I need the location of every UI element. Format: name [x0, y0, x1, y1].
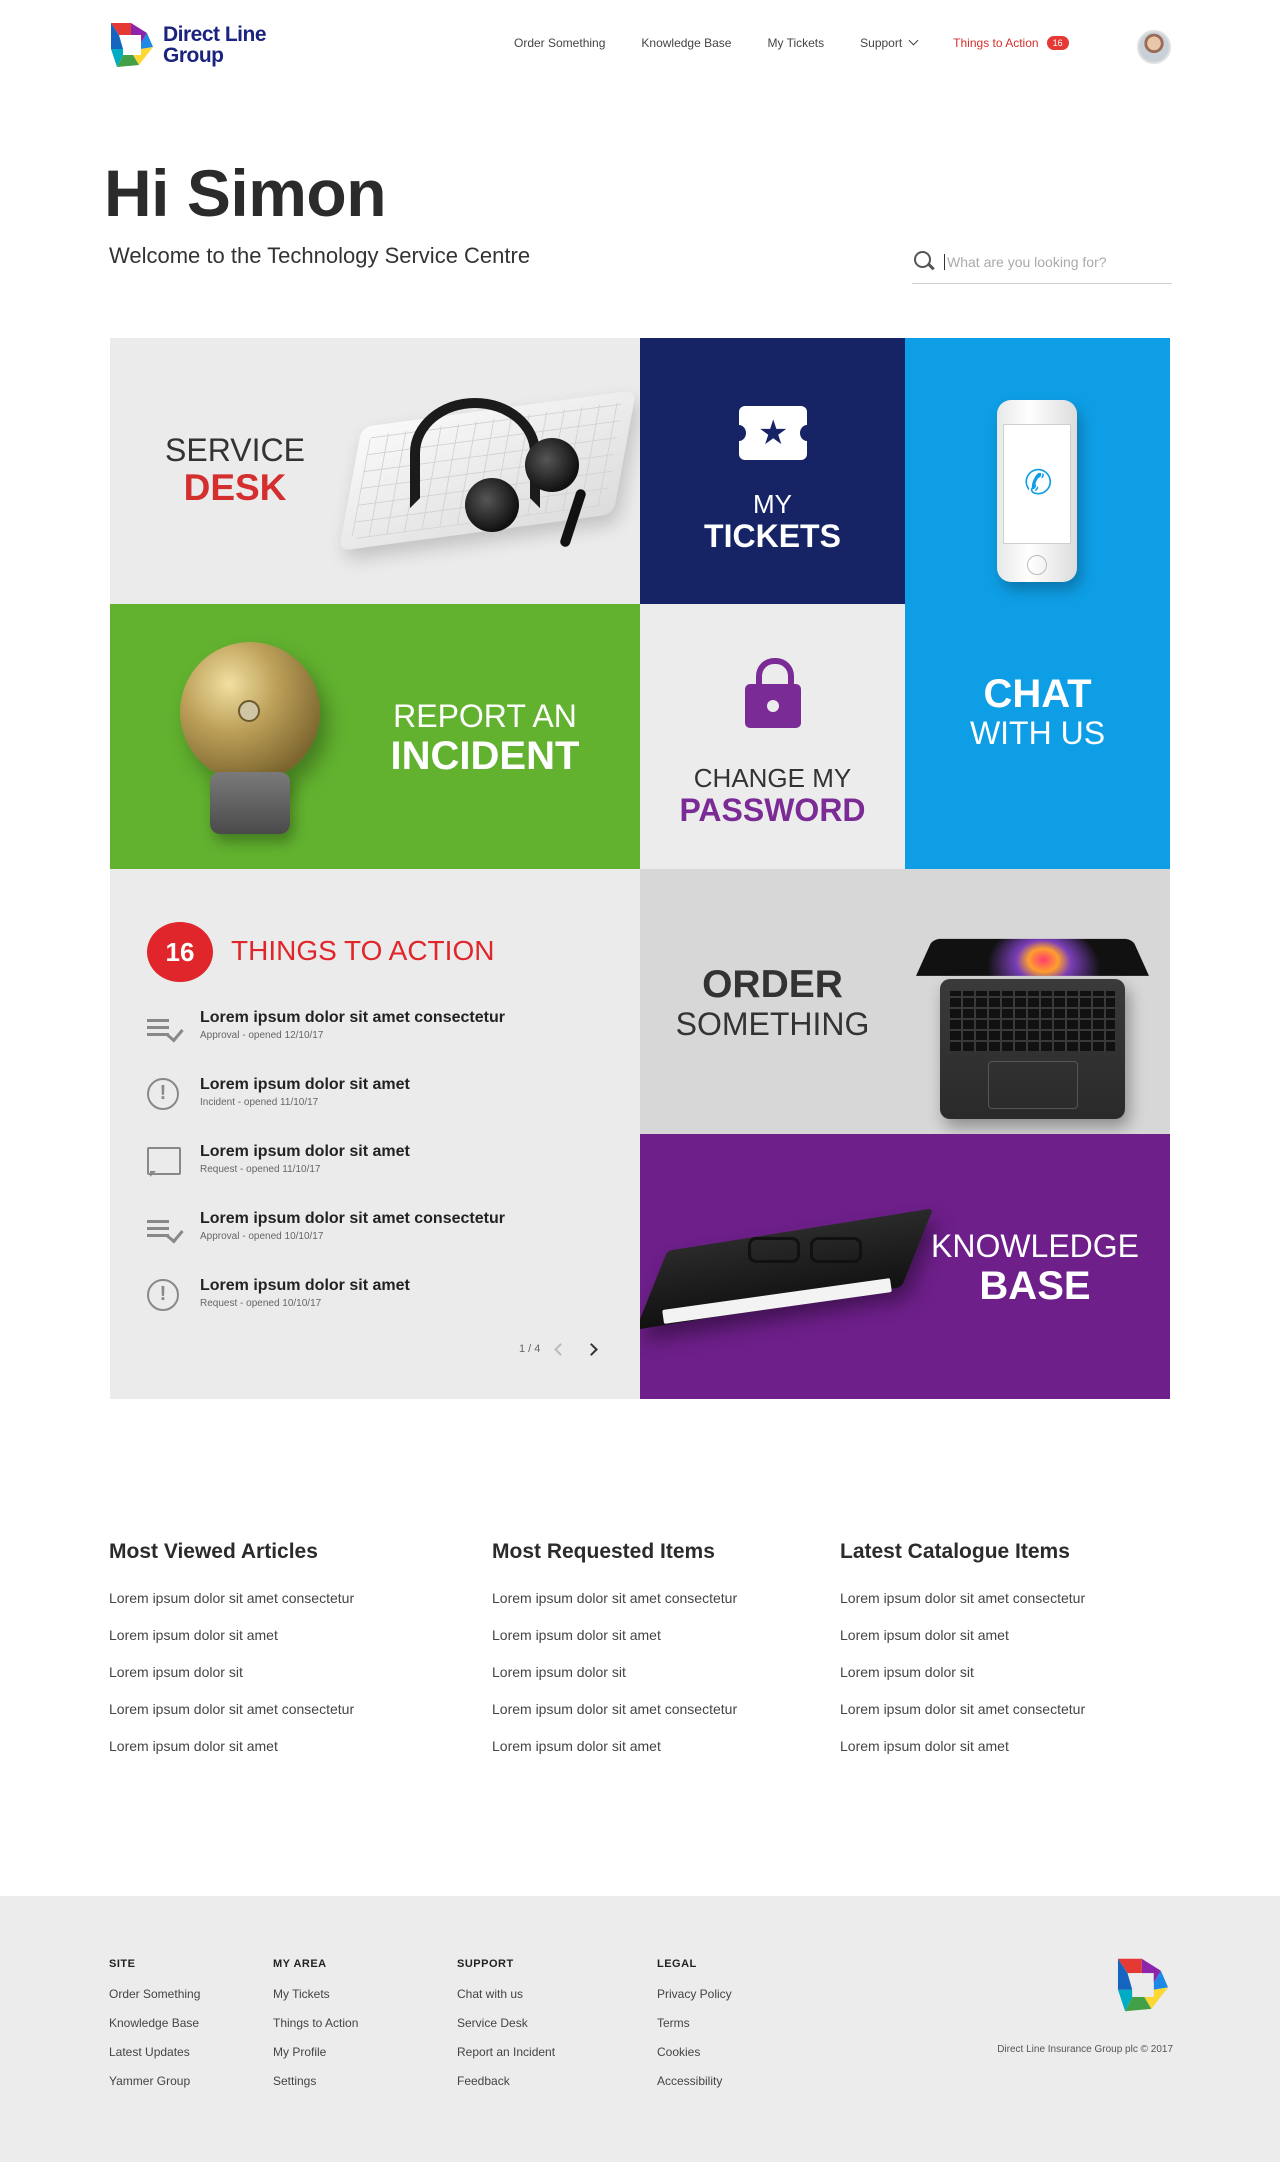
section-title: Latest Catalogue Items	[840, 1540, 1070, 1563]
most-viewed-articles	[109, 1540, 354, 1775]
laptop-keyboard	[950, 991, 1115, 1051]
incident-icon	[147, 1279, 187, 1319]
footer-link[interactable]: My Profile	[273, 2045, 327, 2059]
action-body	[200, 1009, 505, 1041]
tile-change-password[interactable]	[640, 604, 905, 869]
user-avatar[interactable]	[1137, 30, 1171, 64]
pagination	[519, 1343, 596, 1355]
tile-report-incident[interactable]	[110, 604, 640, 869]
action-title: Lorem ipsum dolor sit amet consectetur	[200, 1210, 505, 1227]
tile-kb-line2: BASE	[979, 1264, 1091, 1309]
brand-logo-icon	[109, 19, 155, 71]
page-greeting: Hi Simon	[104, 156, 387, 230]
tile-order-line1: ORDER	[702, 963, 843, 1006]
approval-icon	[147, 1212, 187, 1252]
footer-col-title: SITE	[109, 1958, 136, 1970]
lock-icon	[745, 684, 801, 728]
nav-action-count-badge: 16	[1047, 36, 1069, 50]
footer-col-legal	[657, 1958, 732, 2103]
nav-order-something[interactable]: Order Something	[514, 36, 606, 50]
item-link[interactable]: Lorem ipsum dolor sit	[492, 1664, 626, 1680]
nav-my-tickets[interactable]: My Tickets	[767, 36, 825, 50]
footer-link[interactable]: My Tickets	[273, 1987, 330, 2001]
tile-password-line1: CHANGE MY	[693, 763, 852, 793]
smartphone-home-button	[1027, 555, 1047, 575]
article-link[interactable]: Lorem ipsum dolor sit	[109, 1664, 243, 1680]
tile-chat-line1: CHAT	[983, 672, 1092, 716]
tile-service-desk[interactable]	[110, 338, 640, 604]
laptop-image	[940, 979, 1125, 1119]
item-link[interactable]: Lorem ipsum dolor sit amet consectetur	[492, 1701, 738, 1717]
glasses-image	[748, 1229, 878, 1269]
action-meta: Approval - opened 10/10/17	[200, 1231, 324, 1242]
site-header	[0, 0, 1280, 95]
brand-logo[interactable]	[109, 18, 269, 72]
footer-link[interactable]: Knowledge Base	[109, 2016, 200, 2030]
tile-service-desk-line1: SERVICE	[165, 432, 305, 468]
copyright-text: Direct Line Insurance Group plc © 2017	[997, 2044, 1173, 2055]
action-meta: Request - opened 11/10/17	[200, 1164, 321, 1175]
footer-link[interactable]: Report an Incident	[457, 2045, 556, 2059]
catalogue-link[interactable]: Lorem ipsum dolor sit amet consectetur	[840, 1590, 1086, 1606]
footer-col-title: MY AREA	[273, 1958, 327, 1970]
page-indicator: 1 / 4	[519, 1343, 541, 1355]
chevron-right-icon[interactable]	[586, 1343, 599, 1356]
footer-link[interactable]: Cookies	[657, 2045, 701, 2059]
list-item[interactable]	[147, 1009, 567, 1076]
tile-kb-label	[920, 1229, 1150, 1308]
action-title: Lorem ipsum dolor sit amet	[200, 1143, 410, 1160]
section-title: Most Requested Items	[492, 1540, 715, 1563]
footer-col-my-area	[273, 1958, 358, 2103]
tile-incident-line1: REPORT AN	[393, 698, 577, 734]
footer-link[interactable]: Service Desk	[457, 2016, 528, 2030]
tile-service-desk-line2: DESK	[183, 467, 287, 509]
action-title: Lorem ipsum dolor sit amet consectetur	[200, 1009, 505, 1026]
tile-knowledge-base[interactable]	[640, 1134, 1170, 1399]
action-meta: Request - opened 10/10/17	[200, 1298, 322, 1309]
phone-icon: ✆	[1024, 463, 1053, 503]
chevron-down-icon	[909, 35, 919, 45]
headset-earcup	[525, 438, 579, 492]
smartphone-image	[997, 400, 1077, 582]
alarm-bell-base	[210, 772, 290, 834]
brand-name-line1: Direct Line	[163, 23, 267, 46]
footer-link[interactable]: Order Something	[109, 1987, 201, 2001]
most-requested-items	[492, 1540, 737, 1775]
footer-link[interactable]: Privacy Policy	[657, 1987, 732, 2001]
tile-chat-with-us[interactable]	[905, 338, 1170, 869]
section-title: Most Viewed Articles	[109, 1540, 318, 1563]
welcome-subtitle: Welcome to the Technology Service Centre	[109, 243, 531, 268]
site-footer	[0, 1896, 1280, 2162]
laptop-trackpad	[988, 1061, 1078, 1109]
panel-things-to-action	[110, 869, 640, 1399]
headset-earcup	[465, 478, 519, 532]
article-link[interactable]: Lorem ipsum dolor sit amet	[109, 1738, 278, 1754]
tile-my-tickets[interactable]	[640, 338, 905, 604]
tile-chat-label	[905, 672, 1170, 751]
article-link[interactable]: Lorem ipsum dolor sit amet consectetur	[109, 1701, 355, 1717]
action-meta: Incident - opened 11/10/17	[200, 1097, 319, 1108]
action-body	[200, 1210, 505, 1242]
ticket-icon	[739, 406, 807, 460]
item-link[interactable]: Lorem ipsum dolor sit amet consectetur	[492, 1590, 738, 1606]
brand-name	[163, 24, 266, 66]
catalogue-link[interactable]: Lorem ipsum dolor sit amet	[840, 1738, 1009, 1754]
footer-col-support	[457, 1958, 555, 2103]
alarm-bell-image	[180, 642, 320, 782]
tile-my-tickets-label	[640, 490, 905, 554]
action-body	[200, 1277, 410, 1309]
tile-chat-line2: WITH US	[969, 715, 1106, 751]
action-body	[200, 1076, 410, 1108]
smartphone-screen	[1003, 424, 1071, 544]
action-title: Lorem ipsum dolor sit amet	[200, 1277, 410, 1294]
item-link[interactable]: Lorem ipsum dolor sit amet	[492, 1738, 661, 1754]
tile-my-tickets-line2: TICKETS	[704, 517, 841, 554]
footer-col-site	[109, 1958, 200, 2103]
footer-link[interactable]: Chat with us	[457, 1987, 524, 2001]
search-input[interactable]	[944, 254, 1144, 270]
tile-service-desk-label	[150, 433, 320, 509]
footer-logo-icon	[1115, 1954, 1171, 2016]
footer-link[interactable]: Yammer Group	[109, 2074, 191, 2088]
article-link[interactable]: Lorem ipsum dolor sit amet consectetur	[109, 1590, 355, 1606]
tile-incident-line2: INCIDENT	[390, 734, 580, 779]
request-icon	[147, 1145, 187, 1185]
chevron-left-icon[interactable]	[555, 1343, 568, 1356]
things-title: THINGS TO ACTION	[231, 935, 495, 966]
main-nav	[514, 36, 1105, 50]
article-link[interactable]: Lorem ipsum dolor sit amet	[109, 1627, 278, 1643]
search-bar	[912, 240, 1172, 284]
footer-link[interactable]: Feedback	[457, 2074, 510, 2088]
action-body	[200, 1143, 410, 1175]
catalogue-link[interactable]: Lorem ipsum dolor sit amet	[840, 1627, 1009, 1643]
footer-link[interactable]: Accessibility	[657, 2074, 723, 2088]
catalogue-link[interactable]: Lorem ipsum dolor sit	[840, 1664, 974, 1680]
footer-link[interactable]: Terms	[657, 2016, 690, 2030]
action-list	[147, 1009, 567, 1344]
tile-password-line2: PASSWORD	[679, 791, 866, 828]
things-count-badge: 16	[147, 922, 213, 982]
nav-things-to-action[interactable]	[953, 36, 1068, 50]
list-item[interactable]	[147, 1277, 567, 1344]
list-item[interactable]	[147, 1143, 567, 1210]
action-meta: Approval - opened 12/10/17	[200, 1030, 324, 1041]
footer-col-title: SUPPORT	[457, 1958, 514, 1970]
tile-my-tickets-line1: MY	[753, 489, 792, 519]
item-link[interactable]: Lorem ipsum dolor sit amet	[492, 1627, 661, 1643]
tile-incident-label	[370, 699, 600, 778]
list-item[interactable]	[147, 1210, 567, 1277]
tile-password-label	[640, 764, 905, 828]
nav-support-dropdown[interactable]	[860, 36, 917, 50]
tile-order-line2: SOMETHING	[675, 1005, 870, 1042]
laptop-screen-image	[916, 939, 1149, 976]
incident-icon	[147, 1078, 187, 1118]
footer-link[interactable]: Settings	[273, 2074, 317, 2088]
action-title: Lorem ipsum dolor sit amet	[200, 1076, 410, 1093]
tile-order-something[interactable]	[640, 869, 1170, 1134]
list-item[interactable]	[147, 1076, 567, 1143]
nav-knowledge-base[interactable]: Knowledge Base	[641, 36, 732, 50]
nav-things-label: Things to Action	[953, 36, 1039, 50]
latest-catalogue-items	[840, 1540, 1085, 1775]
footer-link[interactable]: Latest Updates	[109, 2045, 190, 2059]
brand-name-line2: Group	[163, 44, 224, 67]
tile-order-label	[670, 964, 875, 1042]
tile-kb-line1: KNOWLEDGE	[930, 1228, 1140, 1264]
nav-support-label: Support	[860, 36, 903, 50]
star-icon: ★	[758, 413, 789, 453]
footer-link[interactable]: Things to Action	[273, 2016, 359, 2030]
approval-icon	[147, 1011, 187, 1051]
search-icon[interactable]	[914, 251, 936, 273]
catalogue-link[interactable]: Lorem ipsum dolor sit amet consectetur	[840, 1701, 1086, 1717]
footer-col-title: LEGAL	[657, 1958, 697, 1970]
